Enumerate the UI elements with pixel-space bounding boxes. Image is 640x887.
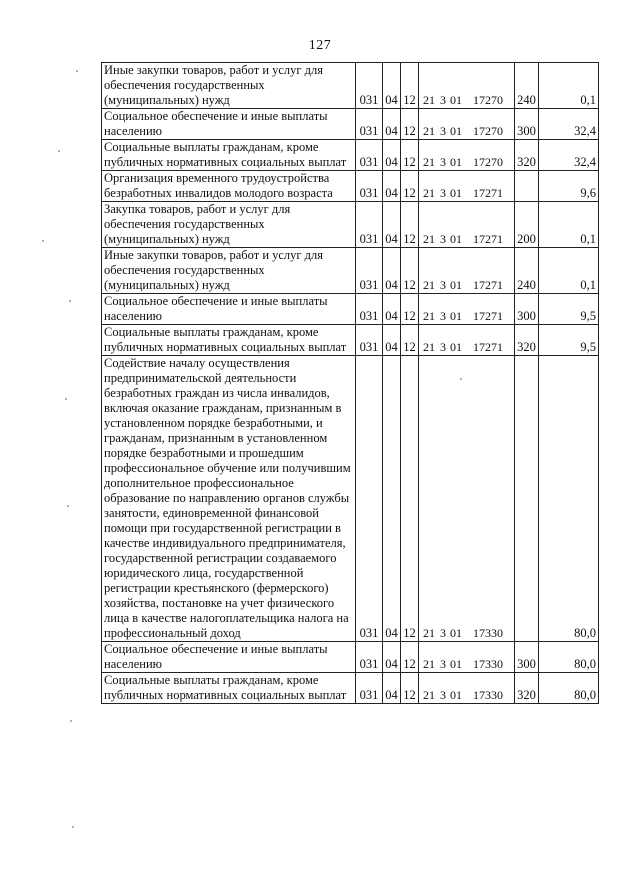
chapter-code-cell: 031 — [356, 325, 383, 356]
program-code-part: 01 — [450, 688, 462, 702]
program-code-part: 3 — [440, 93, 446, 107]
program-code-part: 01 — [450, 155, 462, 169]
chapter-code-cell: 031 — [356, 294, 383, 325]
table-row — [102, 248, 599, 294]
row-name-cell: Социальное обеспечение и иные выплаты населению — [102, 642, 356, 673]
amount-cell: 80,0 — [539, 673, 599, 704]
table-row — [102, 140, 599, 171]
program-code-part: 21 — [423, 155, 435, 169]
margin-speck — [42, 240, 44, 242]
row-name-cell: Социальные выплаты гражданам, кроме публичных нормативных социальных выплат — [102, 140, 356, 171]
program-code-cell — [419, 642, 515, 673]
chapter-code-cell: 031 — [356, 356, 383, 642]
expense-type-cell: 300 — [515, 294, 539, 325]
program-code-part: 3 — [440, 232, 446, 246]
program-code-part: 21 — [423, 340, 435, 354]
margin-speck — [460, 378, 462, 380]
row-name-cell: Содействие началу осуществления предпринимательской деятельности безработных граждан из числа инвалидов, включая оказание гражданам, признанным в установленном порядке безработными, и гражданам, признанным в установленном порядке безработными и прошедшим профессиональное обучение или получившим дополнительное профессиональное образование по направлению органов службы занятости, единовременной финансовой помощи при государственной регистрации в качестве индивидуального предпринимателя, государственной регистрации создаваемого юридического лица, государственной регистрации крестьянского (фермерского) хозяйства, постановке на учет физического лица в качестве налогоплательщика налога на профессиональный доход — [102, 356, 356, 642]
program-code-part: 21 — [423, 626, 435, 640]
row-name-cell: Иные закупки товаров, работ и услуг для обеспечения государственных (муниципальных) нужд — [102, 248, 356, 294]
subsection-code-cell: 12 — [401, 63, 419, 109]
program-code-part: 01 — [450, 124, 462, 138]
amount-cell: 9,6 — [539, 171, 599, 202]
expense-type-cell: 240 — [515, 248, 539, 294]
amount-cell: 32,4 — [539, 140, 599, 171]
program-code-part: 21 — [423, 124, 435, 138]
budget-table — [101, 62, 599, 704]
chapter-code-cell: 031 — [356, 202, 383, 248]
subsection-code-cell: 12 — [401, 642, 419, 673]
program-code-cell — [419, 356, 515, 642]
margin-speck — [76, 70, 78, 72]
amount-cell: 32,4 — [539, 109, 599, 140]
program-code-part: 17271 — [473, 309, 503, 323]
program-code-part: 3 — [440, 688, 446, 702]
page-number: 127 — [308, 38, 332, 53]
chapter-code-cell: 031 — [356, 63, 383, 109]
row-name-cell: Организация временного трудоустройства безработных инвалидов молодого возраста — [102, 171, 356, 202]
program-code-part: 17271 — [473, 232, 503, 246]
expense-type-cell: 320 — [515, 325, 539, 356]
program-code-part: 01 — [450, 657, 462, 671]
program-code-part: 01 — [450, 186, 462, 200]
program-code-part: 01 — [450, 278, 462, 292]
margin-speck — [72, 826, 74, 828]
chapter-code-cell: 031 — [356, 673, 383, 704]
margin-speck — [67, 505, 69, 507]
section-code-cell: 04 — [383, 642, 401, 673]
section-code-cell: 04 — [383, 140, 401, 171]
section-code-cell: 04 — [383, 673, 401, 704]
amount-cell: 80,0 — [539, 356, 599, 642]
chapter-code-cell: 031 — [356, 171, 383, 202]
program-code-part: 21 — [423, 688, 435, 702]
amount-cell: 80,0 — [539, 642, 599, 673]
subsection-code-cell: 12 — [401, 202, 419, 248]
program-code-part: 17271 — [473, 340, 503, 354]
program-code-part: 3 — [440, 186, 446, 200]
expense-type-cell: 240 — [515, 63, 539, 109]
program-code-part: 17270 — [473, 93, 503, 107]
expense-type-cell — [515, 171, 539, 202]
section-code-cell: 04 — [383, 109, 401, 140]
program-code-cell — [419, 673, 515, 704]
chapter-code-cell: 031 — [356, 140, 383, 171]
table-row — [102, 109, 599, 140]
table-row — [102, 673, 599, 704]
subsection-code-cell: 12 — [401, 673, 419, 704]
table-row — [102, 642, 599, 673]
row-name-cell: Иные закупки товаров, работ и услуг для обеспечения государственных (муниципальных) нужд — [102, 63, 356, 109]
program-code-part: 21 — [423, 309, 435, 323]
table-row — [102, 356, 599, 642]
section-code-cell: 04 — [383, 294, 401, 325]
section-code-cell: 04 — [383, 202, 401, 248]
program-code-part: 21 — [423, 93, 435, 107]
chapter-code-cell: 031 — [356, 109, 383, 140]
row-name-cell: Социальное обеспечение и иные выплаты населению — [102, 109, 356, 140]
subsection-code-cell: 12 — [401, 140, 419, 171]
section-code-cell: 04 — [383, 171, 401, 202]
program-code-part: 17271 — [473, 186, 503, 200]
subsection-code-cell: 12 — [401, 325, 419, 356]
margin-speck — [70, 720, 72, 722]
section-code-cell: 04 — [383, 325, 401, 356]
program-code-part: 17330 — [473, 626, 503, 640]
row-name-cell: Закупка товаров, работ и услуг для обеспечения государственных (муниципальных) нужд — [102, 202, 356, 248]
margin-speck — [65, 398, 67, 400]
table-row — [102, 63, 599, 109]
amount-cell: 0,1 — [539, 248, 599, 294]
program-code-cell — [419, 171, 515, 202]
program-code-part: 01 — [450, 626, 462, 640]
program-code-cell — [419, 140, 515, 171]
program-code-cell — [419, 248, 515, 294]
chapter-code-cell: 031 — [356, 642, 383, 673]
section-code-cell: 04 — [383, 63, 401, 109]
program-code-cell — [419, 325, 515, 356]
row-name-cell: Социальные выплаты гражданам, кроме публичных нормативных социальных выплат — [102, 325, 356, 356]
program-code-part: 3 — [440, 309, 446, 323]
subsection-code-cell: 12 — [401, 171, 419, 202]
program-code-part: 3 — [440, 626, 446, 640]
subsection-code-cell: 12 — [401, 109, 419, 140]
program-code-part: 17270 — [473, 124, 503, 138]
expense-type-cell: 200 — [515, 202, 539, 248]
budget-table-body — [102, 63, 599, 704]
program-code-part: 3 — [440, 657, 446, 671]
program-code-part: 17330 — [473, 657, 503, 671]
subsection-code-cell: 12 — [401, 294, 419, 325]
program-code-cell — [419, 202, 515, 248]
program-code-part: 21 — [423, 657, 435, 671]
program-code-part: 01 — [450, 340, 462, 354]
row-name-cell: Социальные выплаты гражданам, кроме публичных нормативных социальных выплат — [102, 673, 356, 704]
expense-type-cell: 300 — [515, 109, 539, 140]
expense-type-cell: 300 — [515, 642, 539, 673]
program-code-part: 21 — [423, 278, 435, 292]
table-row — [102, 171, 599, 202]
margin-speck — [69, 300, 71, 302]
expense-type-cell: 320 — [515, 140, 539, 171]
program-code-part: 21 — [423, 232, 435, 246]
amount-cell: 0,1 — [539, 63, 599, 109]
table-row — [102, 202, 599, 248]
program-code-cell — [419, 294, 515, 325]
program-code-part: 3 — [440, 155, 446, 169]
program-code-cell — [419, 109, 515, 140]
program-code-part: 01 — [450, 309, 462, 323]
program-code-part: 3 — [440, 278, 446, 292]
program-code-part: 17270 — [473, 155, 503, 169]
row-name-cell: Социальное обеспечение и иные выплаты населению — [102, 294, 356, 325]
table-row — [102, 325, 599, 356]
program-code-part: 01 — [450, 232, 462, 246]
program-code-cell — [419, 63, 515, 109]
program-code-part: 17330 — [473, 688, 503, 702]
section-code-cell: 04 — [383, 248, 401, 294]
subsection-code-cell: 12 — [401, 248, 419, 294]
program-code-part: 21 — [423, 186, 435, 200]
amount-cell: 9,5 — [539, 294, 599, 325]
expense-type-cell — [515, 356, 539, 642]
chapter-code-cell: 031 — [356, 248, 383, 294]
amount-cell: 0,1 — [539, 202, 599, 248]
program-code-part: 3 — [440, 340, 446, 354]
amount-cell: 9,5 — [539, 325, 599, 356]
program-code-part: 01 — [450, 93, 462, 107]
subsection-code-cell: 12 — [401, 356, 419, 642]
margin-speck — [58, 150, 60, 152]
program-code-part: 17271 — [473, 278, 503, 292]
expense-type-cell: 320 — [515, 673, 539, 704]
section-code-cell: 04 — [383, 356, 401, 642]
table-row — [102, 294, 599, 325]
program-code-part: 3 — [440, 124, 446, 138]
